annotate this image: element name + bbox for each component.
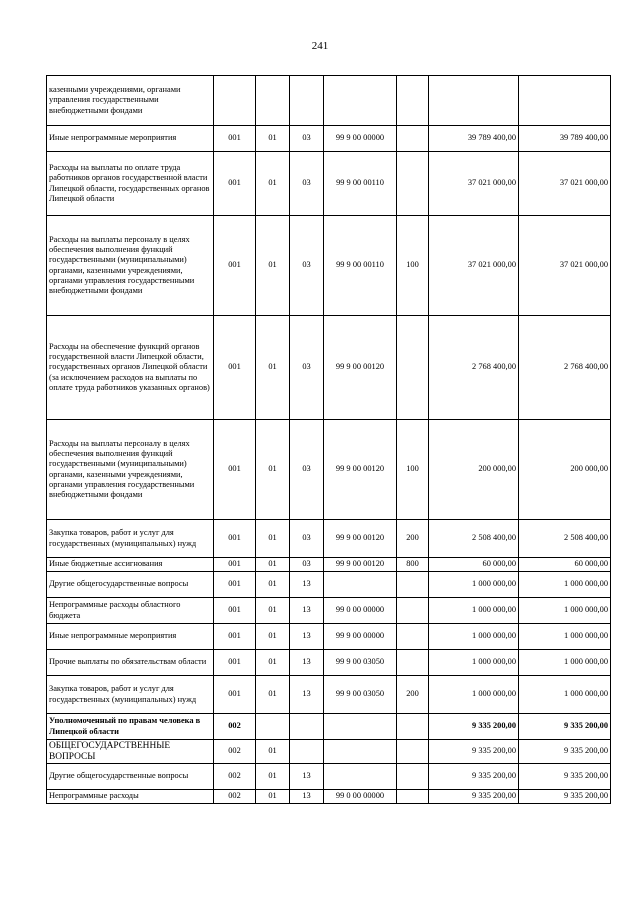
row-ministry-code: 002: [214, 740, 256, 764]
row-expense-type: [397, 316, 429, 420]
table-row: [47, 520, 611, 558]
row-name: Расходы на выплаты персоналу в целях обеспечения выполнения функций государственными (муниципальными) органами, казенными учреждениями, органами управления государственными внебюджетными фондами: [47, 420, 214, 520]
row-amount-1: 37 021 000,00: [429, 152, 519, 216]
row-amount-2: 9 335 200,00: [519, 740, 611, 764]
table-body: [47, 76, 611, 804]
row-section-code: 01: [256, 764, 290, 790]
row-expense-type: 100: [397, 216, 429, 316]
row-subsection-code: [290, 714, 324, 740]
row-amount-1: 9 335 200,00: [429, 740, 519, 764]
budget-table: [46, 75, 611, 804]
row-target-article: [324, 764, 397, 790]
table-row: [47, 764, 611, 790]
row-amount-1: 1 000 000,00: [429, 598, 519, 624]
row-section-code: 01: [256, 558, 290, 572]
row-name: Расходы на выплаты персоналу в целях обеспечения выполнения функций государственными (муниципальными) органами, казенными учреждениями, органами управления государственными внебюджетными фондами: [47, 216, 214, 316]
row-target-article: 99 9 00 00000: [324, 624, 397, 650]
row-amount-1: 200 000,00: [429, 420, 519, 520]
row-subsection-code: [290, 76, 324, 126]
row-target-article: 99 9 00 00120: [324, 520, 397, 558]
row-amount-2: 37 021 000,00: [519, 152, 611, 216]
row-subsection-code: 03: [290, 152, 324, 216]
row-expense-type: [397, 650, 429, 676]
row-subsection-code: 13: [290, 598, 324, 624]
row-section-code: 01: [256, 520, 290, 558]
row-ministry-code: 001: [214, 624, 256, 650]
row-name: Закупка товаров, работ и услуг для государственных (муниципальных) нужд: [47, 676, 214, 714]
row-subsection-code: 03: [290, 216, 324, 316]
row-ministry-code: 002: [214, 790, 256, 804]
row-section-code: 01: [256, 650, 290, 676]
row-target-article: 99 0 00 00000: [324, 790, 397, 804]
row-subsection-code: 13: [290, 572, 324, 598]
table-row: [47, 790, 611, 804]
row-subsection-code: 13: [290, 650, 324, 676]
row-target-article: [324, 76, 397, 126]
row-subsection-code: 03: [290, 558, 324, 572]
row-section-code: 01: [256, 420, 290, 520]
row-ministry-code: 001: [214, 126, 256, 152]
row-section-code: 01: [256, 676, 290, 714]
row-subsection-code: 03: [290, 316, 324, 420]
row-amount-2: 39 789 400,00: [519, 126, 611, 152]
row-ministry-code: 001: [214, 420, 256, 520]
row-target-article: [324, 572, 397, 598]
row-expense-type: [397, 126, 429, 152]
row-amount-2: 9 335 200,00: [519, 790, 611, 804]
row-target-article: [324, 740, 397, 764]
row-ministry-code: 001: [214, 152, 256, 216]
row-amount-1: 60 000,00: [429, 558, 519, 572]
table-row: [47, 676, 611, 714]
row-target-article: 99 0 00 00000: [324, 598, 397, 624]
row-name: ОБЩЕГОСУДАРСТВЕННЫЕ ВОПРОСЫ: [47, 740, 214, 764]
row-expense-type: 800: [397, 558, 429, 572]
row-expense-type: [397, 598, 429, 624]
page-number: 241: [311, 40, 329, 52]
row-ministry-code: 001: [214, 572, 256, 598]
row-amount-1: [429, 76, 519, 126]
table-row: [47, 714, 611, 740]
row-expense-type: [397, 76, 429, 126]
row-amount-1: 1 000 000,00: [429, 676, 519, 714]
row-subsection-code: 13: [290, 790, 324, 804]
row-amount-1: 1 000 000,00: [429, 624, 519, 650]
row-expense-type: [397, 152, 429, 216]
row-target-article: [324, 714, 397, 740]
table-row: [47, 152, 611, 216]
row-amount-2: 1 000 000,00: [519, 650, 611, 676]
row-ministry-code: 002: [214, 764, 256, 790]
row-amount-1: 2 768 400,00: [429, 316, 519, 420]
row-subsection-code: 03: [290, 126, 324, 152]
row-name: Иные непрограммные мероприятия: [47, 126, 214, 152]
row-section-code: [256, 714, 290, 740]
row-expense-type: [397, 624, 429, 650]
row-amount-2: [519, 76, 611, 126]
row-amount-2: 37 021 000,00: [519, 216, 611, 316]
row-amount-2: 200 000,00: [519, 420, 611, 520]
row-name: Прочие выплаты по обязательствам области: [47, 650, 214, 676]
row-section-code: 01: [256, 216, 290, 316]
row-target-article: 99 9 00 00110: [324, 152, 397, 216]
row-section-code: 01: [256, 790, 290, 804]
row-section-code: 01: [256, 624, 290, 650]
row-section-code: 01: [256, 126, 290, 152]
row-section-code: 01: [256, 572, 290, 598]
row-name: казенными учреждениями, органами управления государственными внебюджетными фондами: [47, 76, 214, 126]
row-amount-2: 1 000 000,00: [519, 676, 611, 714]
row-amount-1: 1 000 000,00: [429, 650, 519, 676]
row-name: Расходы на выплаты по оплате труда работников органов государственной власти Липецкой области, государственных органов Липецкой области: [47, 152, 214, 216]
row-name: Другие общегосударственные вопросы: [47, 764, 214, 790]
row-name: Непрограммные расходы: [47, 790, 214, 804]
row-expense-type: 200: [397, 676, 429, 714]
row-target-article: 99 9 00 00120: [324, 558, 397, 572]
row-subsection-code: 03: [290, 520, 324, 558]
row-ministry-code: 002: [214, 714, 256, 740]
row-amount-2: 60 000,00: [519, 558, 611, 572]
row-ministry-code: 001: [214, 216, 256, 316]
table-row: [47, 650, 611, 676]
row-expense-type: [397, 764, 429, 790]
row-name: Расходы на обеспечение функций органов государственной власти Липецкой области, государственных органов Липецкой области (за исключением расходов на выплаты по оплате труда работников указанных органов): [47, 316, 214, 420]
row-name: Другие общегосударственные вопросы: [47, 572, 214, 598]
row-target-article: 99 9 00 00000: [324, 126, 397, 152]
row-amount-1: 9 335 200,00: [429, 790, 519, 804]
row-expense-type: [397, 740, 429, 764]
row-amount-1: 37 021 000,00: [429, 216, 519, 316]
row-ministry-code: 001: [214, 676, 256, 714]
row-target-article: 99 9 00 00110: [324, 216, 397, 316]
row-section-code: 01: [256, 316, 290, 420]
row-amount-2: 2 768 400,00: [519, 316, 611, 420]
row-expense-type: [397, 790, 429, 804]
row-expense-type: 100: [397, 420, 429, 520]
row-subsection-code: 13: [290, 676, 324, 714]
table-row: [47, 126, 611, 152]
row-amount-1: 9 335 200,00: [429, 764, 519, 790]
row-section-code: 01: [256, 598, 290, 624]
row-expense-type: 200: [397, 520, 429, 558]
row-target-article: 99 9 00 03050: [324, 650, 397, 676]
row-subsection-code: [290, 740, 324, 764]
row-expense-type: [397, 572, 429, 598]
row-ministry-code: 001: [214, 598, 256, 624]
table-row: [47, 572, 611, 598]
row-section-code: [256, 76, 290, 126]
row-name: Закупка товаров, работ и услуг для государственных (муниципальных) нужд: [47, 520, 214, 558]
row-name: Иные бюджетные ассигнования: [47, 558, 214, 572]
row-amount-1: 9 335 200,00: [429, 714, 519, 740]
row-target-article: 99 9 00 03050: [324, 676, 397, 714]
row-amount-2: 1 000 000,00: [519, 624, 611, 650]
row-target-article: 99 9 00 00120: [324, 316, 397, 420]
row-ministry-code: 001: [214, 650, 256, 676]
row-name: Иные непрограммные мероприятия: [47, 624, 214, 650]
row-ministry-code: 001: [214, 316, 256, 420]
table-row: [47, 420, 611, 520]
row-ministry-code: 001: [214, 558, 256, 572]
row-target-article: 99 9 00 00120: [324, 420, 397, 520]
row-amount-2: 9 335 200,00: [519, 764, 611, 790]
row-ministry-code: [214, 76, 256, 126]
row-name: Уполномоченный по правам человека в Липецкой области: [47, 714, 214, 740]
row-name: Непрограммные расходы областного бюджета: [47, 598, 214, 624]
row-amount-2: 9 335 200,00: [519, 714, 611, 740]
table-row: [47, 316, 611, 420]
table-row: [47, 76, 611, 126]
row-amount-1: 1 000 000,00: [429, 572, 519, 598]
row-amount-2: 2 508 400,00: [519, 520, 611, 558]
row-section-code: 01: [256, 740, 290, 764]
row-amount-2: 1 000 000,00: [519, 598, 611, 624]
row-section-code: 01: [256, 152, 290, 216]
table-row: [47, 624, 611, 650]
row-expense-type: [397, 714, 429, 740]
table-row: [47, 558, 611, 572]
table-row: [47, 216, 611, 316]
row-subsection-code: 13: [290, 624, 324, 650]
table-row: [47, 598, 611, 624]
row-subsection-code: 13: [290, 764, 324, 790]
row-subsection-code: 03: [290, 420, 324, 520]
table-row: [47, 740, 611, 764]
row-amount-2: 1 000 000,00: [519, 572, 611, 598]
row-amount-1: 39 789 400,00: [429, 126, 519, 152]
row-ministry-code: 001: [214, 520, 256, 558]
row-amount-1: 2 508 400,00: [429, 520, 519, 558]
